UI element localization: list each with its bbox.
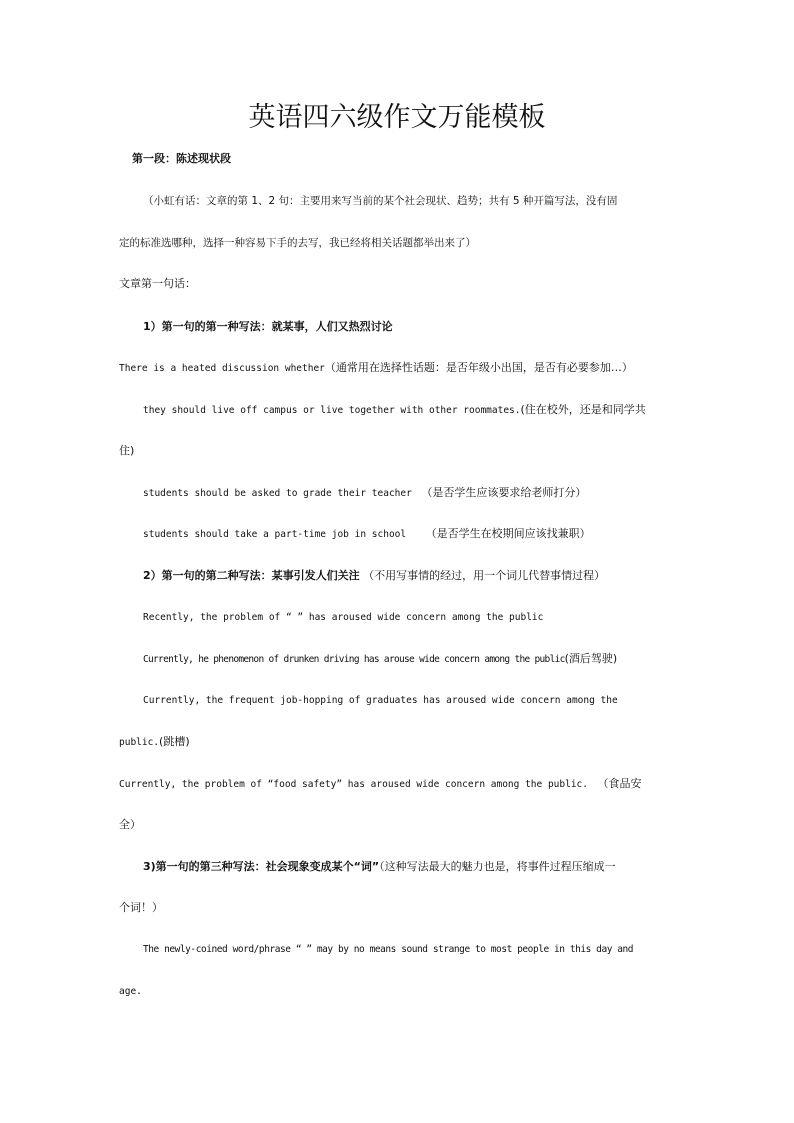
method1-template-note: （通常用在选择性话题：是否年级小出国，是否有必要参加…） — [324, 361, 633, 374]
method2-heading: 2）第一句的第二种写法：某事引发人们关注 — [143, 569, 360, 582]
method2-example1: Recently, the problem of “ ” has aroused wide concern among the public — [143, 612, 544, 623]
method2-example4-note-cont: 全） — [119, 818, 141, 831]
method3-heading-line — [143, 860, 616, 874]
first-sentence-label: 文章第一句话： — [119, 277, 196, 290]
method2-example3-cont-en: public. — [119, 737, 160, 748]
section-heading: 第一段：陈述现状段 — [132, 152, 231, 165]
method1-heading: 1）第一句的第一种写法：就某事，人们又热烈讨论 — [143, 320, 393, 333]
method1-example1-note-cont: 住) — [119, 444, 135, 457]
method2-example2-note: (酒后驾驶) — [564, 652, 618, 665]
method2-example4-note: （食品安 — [597, 777, 642, 790]
method1-template — [119, 361, 633, 376]
method2-note: （不用写事情的经过，用一个词儿代替事情过程） — [363, 569, 606, 582]
method2-example3: Currently, the frequent job-hopping of graduates has aroused wide concern among the — [143, 695, 618, 706]
method1-example1 — [143, 403, 646, 418]
method1-example2-note: （是否学生应该要求给老师打分） — [421, 486, 587, 499]
method2-example3-cont — [119, 735, 190, 750]
method1-example1-note: (住在校外，还是和同学共 — [520, 403, 646, 416]
method1-example3-note: （是否学生在校期间应该找兼职） — [425, 527, 591, 540]
method3-note-cont: 个词！） — [119, 901, 163, 914]
method1-template-en: There is a heated discussion whether — [119, 363, 325, 374]
method3-example1-cont: age. — [119, 986, 142, 997]
method1-example3 — [143, 527, 591, 542]
method2-example4-en: Currently, the problem of “food safety” has aroused wide concern among the public. — [119, 779, 588, 790]
document-title: 英语四六级作文万能模板 — [248, 102, 546, 133]
method3-example1: The newly-coined word/phrase “ ” may by no means sound strange to most people in this day and — [143, 944, 634, 955]
intro-paragraph-line1: （小虹有话：文章的第 1、2 句：主要用来写当前的某个社会现状、趋势；共有 5 种开篇写法，没有固 — [143, 195, 618, 207]
method1-example2 — [143, 486, 586, 501]
method3-note: （这种写法最大的魅力也是，将事件过程压缩成一 — [379, 860, 616, 873]
method2-example2-en: Currently, he phenomenon of drunken driving has arouse wide concern among the public — [143, 654, 565, 665]
method1-example2-en: students should be asked to grade their teacher — [143, 488, 412, 499]
method2-example4 — [119, 777, 642, 792]
method1-example3-en: students should take a part-time job in school — [143, 529, 407, 540]
intro-paragraph-line2: 定的标准选哪种，选择一种容易下手的去写，我已经将相关话题都举出来了） — [119, 237, 476, 249]
method2-heading-line — [143, 569, 605, 583]
method2-example3-note: (跳槽) — [159, 735, 190, 748]
method3-heading: 3)第一句的第三种写法：社会现象变成某个“词” — [143, 860, 380, 873]
method1-example1-en: they should live off campus or live together with other roommates. — [143, 405, 521, 416]
method2-example2 — [143, 652, 617, 667]
